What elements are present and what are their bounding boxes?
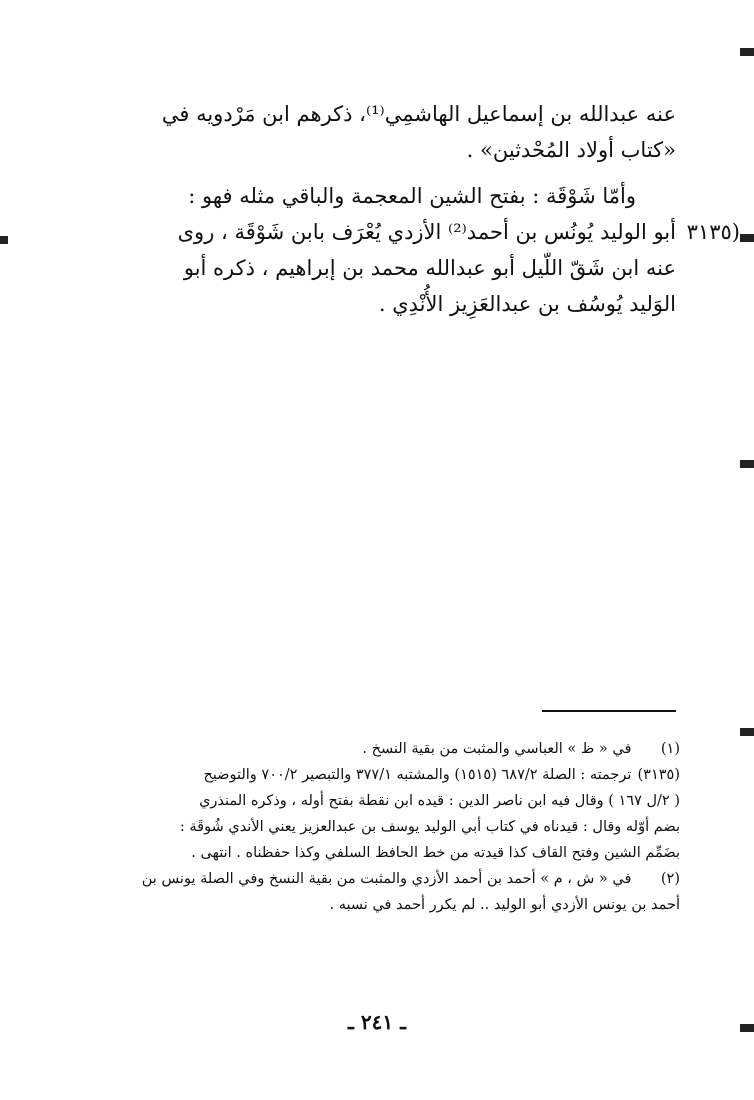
page-number: ـ ٢٤١ ـ (348, 1010, 406, 1034)
main-text (80, 96, 740, 322)
footnote-number: (١) (660, 741, 680, 757)
text-line-5: عنه ابن شَقّ اللّيل أبو عبدالله محمد بن إبراهيم ، ذكره أبو (183, 256, 676, 280)
footnote-number: (٢) (660, 871, 680, 887)
footnote-line (80, 814, 680, 840)
footnote-line (80, 866, 680, 892)
text-line-3: وأمّا شَوْقَة : بفتح الشين المعجمة والباقي مثله فهو : (188, 184, 636, 208)
footnote-text: ترجمته : الصلة ٦٨٧/٢ (١٥١٥) والمشتبه ٣٧٧/١ والتبصير ٧٠٠/٢ والتوضيح (203, 767, 632, 783)
footnote-text: أحمد بن يونس الأزدي أبو الوليد .. لم يكرر أحمد في نسبه . (329, 897, 680, 913)
footnote-line (80, 736, 680, 762)
text-line-1: عنه عبدالله بن إسماعيل الهاشمِي⁽¹⁾، ذكرهم ابن مَرْدويه في (161, 102, 676, 126)
text-line-6: الوَليد يُوسُف بن عبدالعَزِيز الأُنْدِي . (378, 292, 676, 316)
scan-edge-mark (740, 48, 754, 56)
footnotes (80, 736, 680, 918)
scan-edge-mark (740, 460, 754, 468)
footnote-line (80, 788, 680, 814)
text-line-2: «كتاب أولاد المُحْدثين» . (466, 138, 676, 162)
footnote-line (80, 762, 680, 788)
footnote-text: في « ظ » العباسي والمثبت من بقية النسخ . (362, 741, 632, 757)
entry-3135 (80, 214, 740, 250)
footnote-text: ( ٢/ل ١٦٧ ) وقال فيه ابن ناصر الدين : قيده ابن نقطة بفتح أوله ، وذكره المنذري (199, 793, 680, 809)
scan-edge-mark (0, 236, 8, 244)
footnote-text: بضَمِّم الشين وفتح القاف كذا قيدته من خط الحافظ السلفي وكذا حفظناه . انتهى . (191, 845, 680, 861)
scan-edge-mark (740, 1024, 754, 1032)
footnote-line (80, 840, 680, 866)
scan-edge-mark (740, 234, 754, 242)
footnote-divider (542, 710, 676, 712)
footnote-text: في « ش ، م » أحمد بن أحمد الأزدي والمثبت من بقية النسخ وفي الصلة يونس بن (141, 871, 632, 887)
footnote-number: (٣١٣٥) (637, 767, 680, 783)
footnote-text: بضم أوّله وقال : قيدناه في كتاب أبي الوليد يوسف بن عبدالعزيز يعني الأندي شُوقَة : (179, 819, 680, 835)
text-line-4: أبو الوليد يُونُس بن أحمد⁽²⁾ الأزدي يُعْرَف بابن شَوْقَة ، روى (177, 220, 676, 244)
scan-edge-mark (740, 728, 754, 736)
footnote-line (80, 892, 680, 918)
entry-number: (٣١٣٥ (686, 220, 740, 244)
